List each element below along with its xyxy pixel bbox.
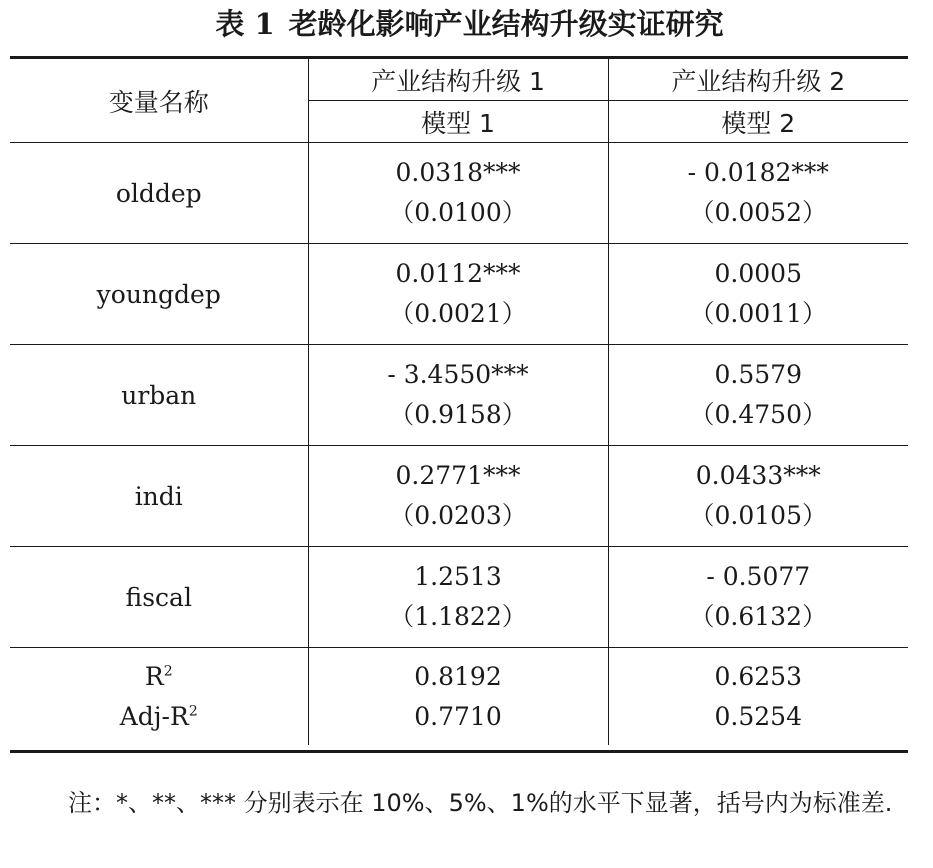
model1-cell — [308, 547, 608, 648]
model1-cell — [308, 143, 608, 244]
standard-error: （0.0021） — [389, 299, 527, 328]
table-number: 表 1 — [215, 7, 275, 41]
model2-cell — [608, 244, 908, 345]
model2-fit-cell — [608, 648, 908, 746]
coefficient: - 3.4550*** — [387, 360, 529, 389]
variable-name-header: 变量名称 — [10, 59, 308, 143]
standard-error: （1.1822） — [389, 602, 527, 631]
standard-error: （0.0100） — [389, 198, 527, 227]
coefficient: - 0.5077 — [706, 562, 811, 591]
model1-cell — [308, 345, 608, 446]
model1-fit-cell — [308, 648, 608, 746]
coefficient: 0.5579 — [714, 360, 802, 389]
r2-label: $R^2$ — [144, 661, 173, 691]
r2-value: 0.8192 — [414, 661, 502, 691]
regression-table — [10, 59, 908, 745]
model1-cell — [308, 244, 608, 345]
coefficient: - 0.0182*** — [687, 158, 829, 187]
model2-cell — [608, 143, 908, 244]
standard-error: （0.9158） — [389, 400, 527, 429]
standard-error: （0.0105） — [689, 501, 827, 530]
coefficient: 0.0433*** — [695, 461, 821, 490]
model2-cell — [608, 446, 908, 547]
variable-name: urban — [10, 345, 308, 446]
adj-r2-value: 0.5254 — [714, 701, 802, 731]
model2-cell — [608, 345, 908, 446]
coefficient: 0.0112*** — [395, 259, 521, 288]
header-row-groups — [10, 59, 908, 101]
col2-group-header: 产业结构升级 2 — [608, 59, 908, 101]
coefficient: 1.2513 — [414, 562, 502, 591]
table-row — [10, 547, 908, 648]
standard-error: （0.0011） — [689, 299, 827, 328]
table-row — [10, 143, 908, 244]
adj-r2-label: Adj-$R^2$ — [119, 701, 198, 731]
fit-statistics-labels — [10, 648, 308, 746]
col1-group-header: 产业结构升级 1 — [308, 59, 608, 101]
standard-error: （0.0052） — [689, 198, 827, 227]
coefficient: 0.2771*** — [395, 461, 521, 490]
standard-error: （0.6132） — [689, 602, 827, 631]
standard-error: （0.0203） — [389, 501, 527, 530]
variable-name: olddep — [10, 143, 308, 244]
coefficient: 0.0005 — [714, 259, 802, 288]
model2-cell — [608, 547, 908, 648]
table-note: 注：*、**、*** 分别表示在 10%、5%、1%的水平下显著，括号内为标准差. — [68, 789, 893, 817]
table-row — [10, 345, 908, 446]
fit-statistics-row — [10, 648, 908, 746]
bottom-rule — [10, 750, 908, 753]
table-row — [10, 244, 908, 345]
col2-model-header: 模型 2 — [608, 101, 908, 143]
variable-name: indi — [10, 446, 308, 547]
table-caption: 老龄化影响产业结构升级实证研究 — [288, 7, 724, 41]
adj-r2-value: 0.7710 — [414, 701, 502, 731]
table-row — [10, 446, 908, 547]
standard-error: （0.4750） — [689, 400, 827, 429]
r2-value: 0.6253 — [714, 661, 802, 691]
table-title — [0, 4, 933, 44]
variable-name: youngdep — [10, 244, 308, 345]
col1-model-header: 模型 1 — [308, 101, 608, 143]
variable-name: fiscal — [10, 547, 308, 648]
model1-cell — [308, 446, 608, 547]
coefficient: 0.0318*** — [395, 158, 521, 187]
